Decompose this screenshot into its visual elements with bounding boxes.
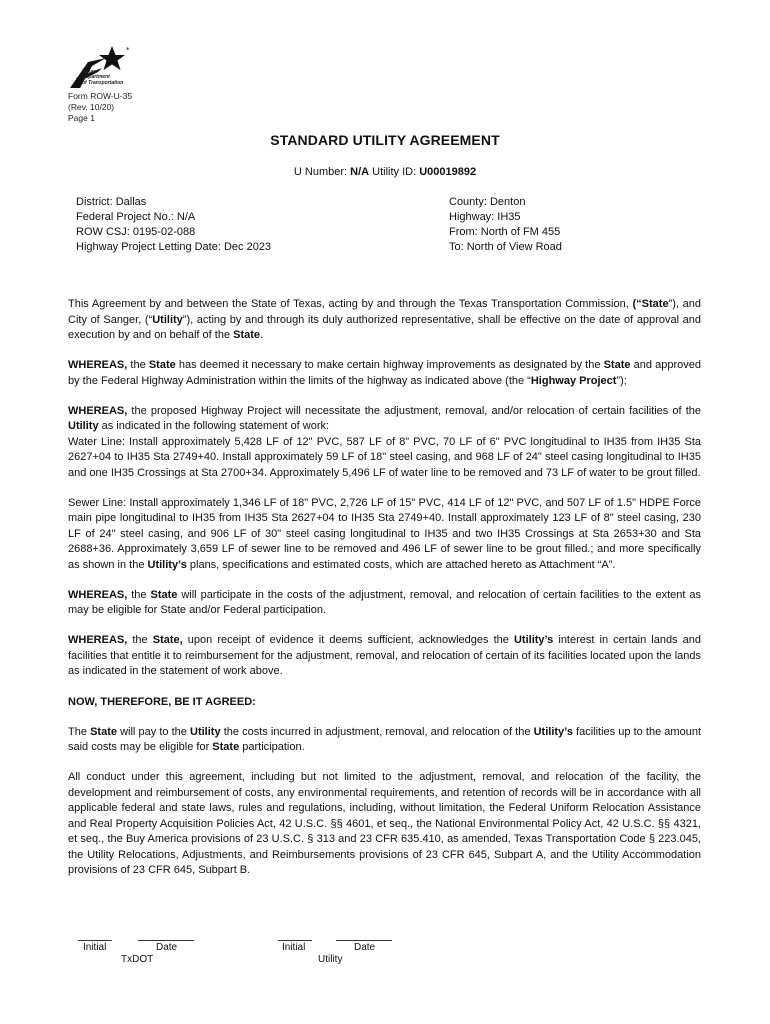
form-revision: (Rev. 10/20)	[68, 102, 115, 112]
water-line-scope: Water Line: Install approximately 5,428 LF of 12" PVC, 587 LF of 8” PVC, 70 LF of 6" PVC longitudinal to IH35 from IH35 Sta 2627+04 to IH35 Sta 2749+40. Install approximately 59 LF of 18" steel casing, and 968 LF of 24" steel casing longitudinal to IH35 and one IH35 Crossings at Sta 2700+34. Approximately 5,496 LF of water line to be removed and 73 LF of water to be grout filled.	[68, 435, 701, 479]
initial-label: Initial	[83, 942, 107, 953]
date-label: Date	[156, 942, 178, 953]
district: District: Dallas	[76, 196, 147, 208]
date-label: Date	[354, 942, 376, 953]
u-number-value: N/A	[350, 166, 370, 178]
u-number-label: U Number:	[293, 166, 348, 178]
party-label: Utility	[318, 954, 343, 965]
small-star: *	[126, 46, 130, 54]
paragraph-conduct: All conduct under this agreement, including but not limited to the adjustment, removal, and relocation of the facility, the development and reimbursement of costs, any environmental requirements, and retention of records will be in accordance with all applicable federal and state laws, rules and regulations, including, without limitation, the Federal Uniform Relocation Assistance and Real Property Acquisition Policies Act, 42 U.S.C. §§ 4601, et seq., the National Environmental Policy Act, 42 U.S.C. §§ 4321, et seq., the Buy America provisions of 23 U.S.C. § 313 and 23 CFR 635.410, as amended, Texas Transportation Code § 223.045, the Utility Relocations, Adjustments, and Reimbursements provisions of 23 CFR 645, Subpart A, and the Utility Accommodation provisions of 23 CFR 645, Subpart B.	[68, 771, 701, 877]
logo-line: Texas	[82, 69, 96, 75]
form-number: Form ROW-U-35	[68, 91, 133, 101]
logo-wordmark	[82, 70, 123, 86]
project-meta-left	[76, 195, 271, 255]
logo-line: of Transportation	[82, 79, 124, 86]
party-label: TxDOT	[121, 954, 154, 965]
utility-id-label: Utility ID:	[372, 166, 417, 178]
form-info	[68, 91, 132, 124]
paragraph-now-therefore: NOW, THEREFORE, BE IT AGREED:	[68, 695, 256, 708]
utility-id-value: U00019892	[419, 166, 477, 178]
federal-project-no: Federal Project No.: N/A	[76, 211, 196, 223]
paragraph-whereas-1: WHEREAS, the State has deemed it necessary to make certain highway improvements as designated by the State and approved by the Federal Highway Administration within the limits of the highway as indicated above (the “Highway Project”);	[68, 359, 701, 387]
paragraph-whereas-2: WHEREAS, the proposed Highway Project will necessitate the adjustment, removal, and/or relocation of certain facilities of the Utility as indicated in the following statement of work: Water Line: Install approximately 5,428 LF of 12" PVC, 587 LF of 8” PVC, 70 LF of 6" PVC longitudinal to IH35 from IH35 Sta 2627+04 to IH35 Sta 2749+40. Install approximately 59 LF of 18" steel casing, and 968 LF of 24" steel casing longitudinal to IH35 and one IH35 Crossings at Sta 2700+34. Approximately 5,496 LF of water line to be removed and 73 LF of water to be grout filled.	[68, 404, 701, 479]
highway: Highway: IH35	[449, 211, 521, 223]
page-number: Page 1	[68, 113, 95, 123]
agreement-body	[68, 297, 701, 879]
paragraph-intro: This Agreement by and between the State of Texas, acting by and through the Texas Transportation Commission, (“State”), and City of Sanger, (“Utility”), acting by and through its duly authorized representative, shall be effective on the date of approval and execution by and on behalf of the State.	[68, 298, 701, 341]
initial-label: Initial	[282, 942, 306, 953]
initial-line[interactable]	[78, 940, 112, 941]
logo-line: Department	[82, 74, 110, 81]
paragraph-payment: The State will pay to the Utility the costs incurred in adjustment, removal, and relocation of the Utility’s facilities up to the amount said costs may be eligible for State participation.	[68, 725, 701, 754]
letting-date: Highway Project Letting Date: Dec 2023	[76, 241, 272, 253]
initial-line[interactable]	[278, 940, 312, 941]
utility-number-line	[0, 166, 770, 178]
star-icon	[99, 46, 125, 70]
paragraph-sewer-line: Sewer Line: Install approximately 1,346 LF of 18" PVC, 2,726 LF of 15" PVC, 414 LF of 12" PVC, and 507 LF of 1.5" HDPE Force main pipe longitudinal to IH35 from IH35 Sta 2627+04 to IH35 Sta 2749+40. Install approximately 123 LF of 8" steel casing, 230 LF of 24" steel casing, and 906 LF of 30" steel casing longitudinal to IH35 and two IH35 Crossings at Sta 2653+30 and Sta 2688+36. Approximately 3,659 LF of sewer line to be removed and 496 LF of sewer line to be grout filled.; and more specifically as shown in the Utility’s plans, specifications and estimated costs, which are attached hereto as Attachment “A”.	[68, 496, 701, 571]
date-line[interactable]	[336, 940, 392, 941]
paragraph-whereas-4: WHEREAS, the State, upon receipt of evidence it deems sufficient, acknowledges the Utility’s interest in certain lands and facilities that entitle it to reimbursement for the adjustment, removal, and relocation of certain of its facilities located upon the lands as indicated in the statement of work above.	[68, 634, 701, 678]
row-csj: ROW CSJ: 0195-02-088	[76, 226, 196, 238]
page-title: STANDARD UTILITY AGREEMENT	[270, 132, 500, 148]
date-line[interactable]	[138, 940, 194, 941]
project-meta-right	[449, 195, 562, 255]
county: County: Denton	[449, 196, 526, 208]
paragraph-whereas-3: WHEREAS, the State will participate in the costs of the adjustment, removal, and relocation of certain facilities to the extent as may be eligible for State and/or Federal participation.	[68, 588, 702, 617]
from-limit: From: North of FM 455	[449, 226, 561, 238]
to-limit: To: North of View Road	[449, 241, 562, 253]
